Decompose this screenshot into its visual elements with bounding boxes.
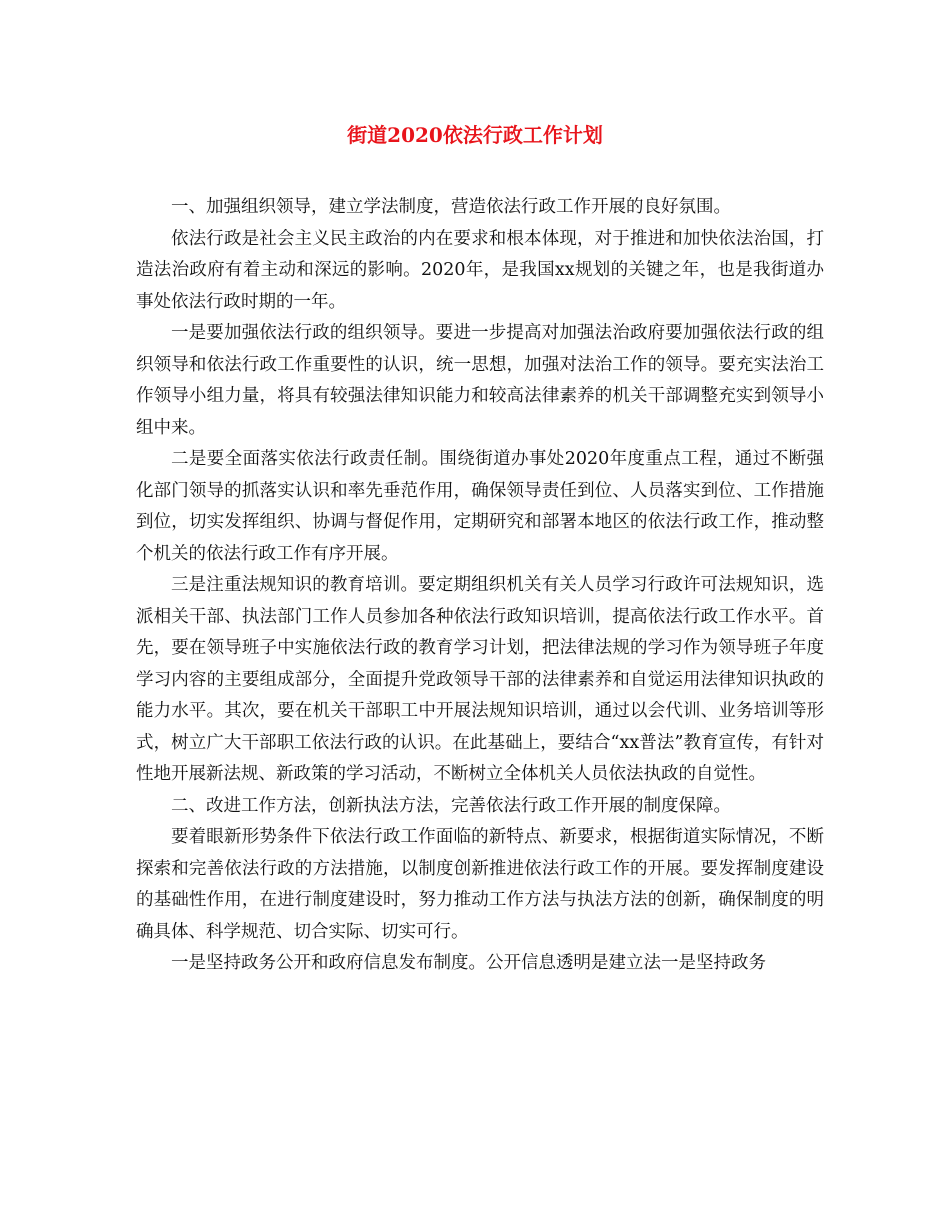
paragraph-intro: 依法行政是社会主义民主政治的内在要求和根本体现，对于推进和加快依法治国，打造法治政府有着主动和深远的影响。2020年，是我国xx规划的关键之年，也是我街道办事处依法行政时期的一年。 — [136, 228, 824, 312]
paragraph-section-2-intro: 要着眼新形势条件下依法行政工作面临的新特点、新要求，根据街道实际情况，不断探索和完善依法行政的方法措施，以制度创新推进依法行政工作的开展。要发挥制度建设的基础性作用，在进行制度建设时，努力推动工作方法与执法方法的创新，确保制度的明确具体、科学规范、切合实际、切实可行。 — [136, 827, 824, 942]
document-body — [136, 192, 824, 980]
paragraph-section-2-point-1: 一是坚持政务公开和政府信息发布制度。公开信息透明是建立法一是坚持政务 — [171, 953, 766, 973]
paragraph-section-2-heading: 二、改进工作方法，创新执法方法，完善依法行政工作开展的制度保障。 — [171, 795, 731, 816]
paragraph-point-1: 一是要加强依法行政的组织领导。要进一步提高对加强法治政府要加强依法行政的组织领导和依法行政工作重要性的认识，统一思想，加强对法治工作的领导。要充实法治工作领导小组力量，将具有较强法律知识能力和较高法律素养的机关干部调整充实到领导小组中来。 — [136, 323, 824, 438]
paragraph-section-1-heading: 一、加强组织领导，建立学法制度，营造依法行政工作开展的良好氛围。 — [171, 197, 731, 217]
paragraph-point-3: 三是注重法规知识的教育培训。要定期组织机关有关人员学习行政许可法规知识，选派相关干部、执法部门工作人员参加各种依法行政知识培训，提高依法行政工作水平。首先，要在领导班子中实施依法行政的教育学习计划，把法律法规的学习作为领导班子年度学习内容的主要组成部分，全面提升党政领导干部的法律素养和自觉运用法律知识执政的能力水平。其次，要在机关干部职工中开展法规知识培训，通过以会代训、业务培训等形式，树立广大干部职工依法行政的认识。在此基础上，要结合“xx普法”教育宣传，有针对性地开展新法规、新政策的学习活动，不断树立全体机关人员依法执政的自觉性。 — [136, 575, 824, 784]
paragraph-point-2: 二是要全面落实依法行政责任制。围绕街道办事处2020年度重点工程，通过不断强化部门领导的抓落实认识和率先垂范作用，确保领导责任到位、人员落实到位、工作措施到位，切实发挥组织、协调与督促作用，定期研究和部署本地区的依法行政工作，推动整个机关的依法行政工作有序开展。 — [136, 449, 824, 564]
document-title: 街道2020依法行政工作计划 — [347, 123, 603, 147]
